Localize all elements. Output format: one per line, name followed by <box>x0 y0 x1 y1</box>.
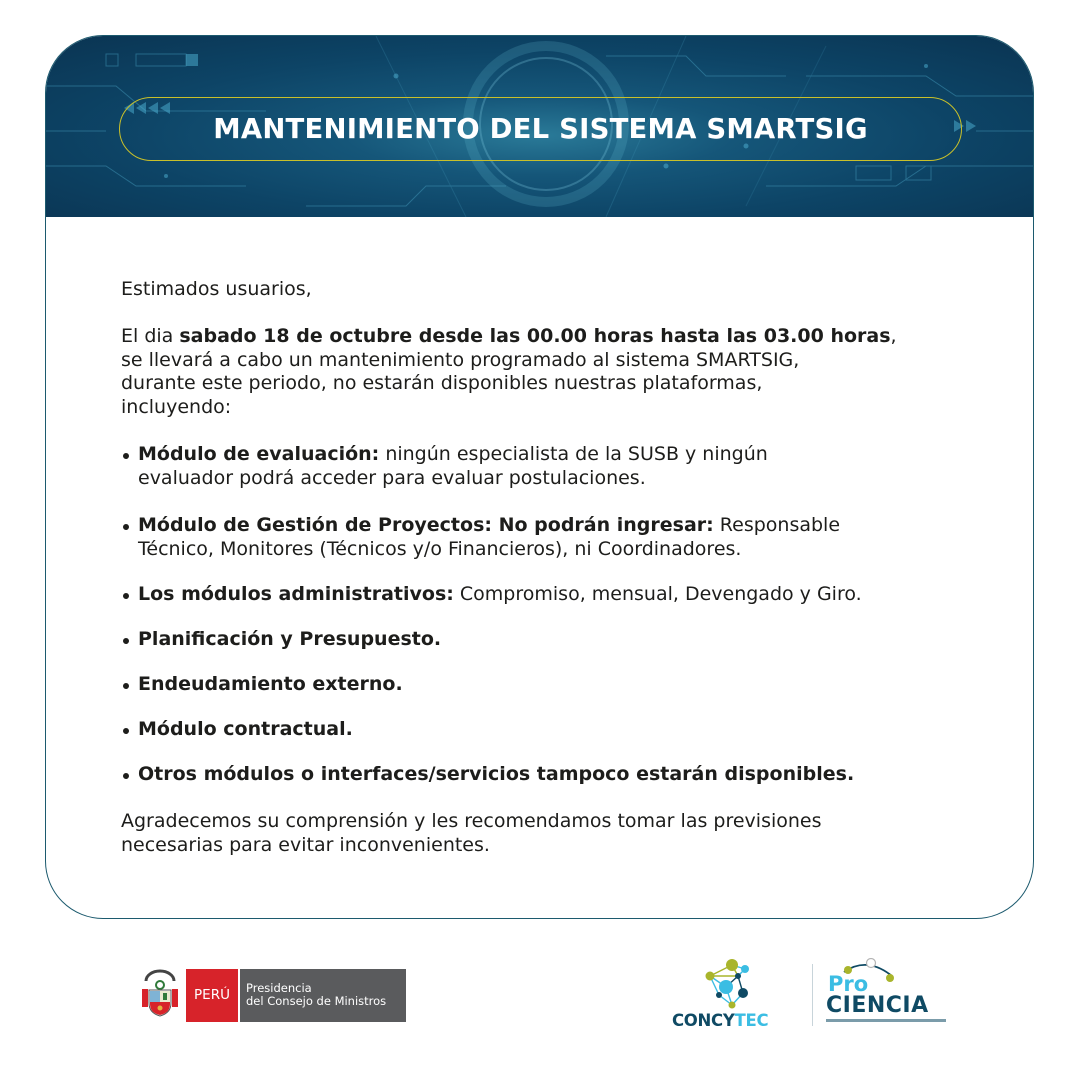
item-title: Módulo contractual. <box>138 717 353 740</box>
pcm-label <box>240 969 406 1022</box>
pcm-line-1: Presidencia <box>246 981 312 995</box>
list-item <box>121 763 981 787</box>
peru-coat-of-arms-icon <box>140 969 180 1021</box>
title-pill <box>119 97 962 161</box>
concytec-logo <box>670 955 800 1035</box>
intro-paragraph <box>121 325 981 419</box>
intro-line-4: incluyendo: <box>121 395 232 418</box>
list-item <box>121 628 981 652</box>
item-text: Compromiso, mensual, Devengado y Giro. <box>453 582 862 605</box>
greeting: Estimados usuarios, <box>121 278 312 300</box>
prociencia-pro: Pro <box>828 972 869 996</box>
item-title: Módulo de evaluación: <box>138 443 380 466</box>
list-item <box>121 583 981 607</box>
intro-schedule: sabado 18 de octubre desde las 00.00 horas hasta las 03.00 horas <box>179 325 891 348</box>
list-item <box>121 514 981 561</box>
affected-modules-list <box>121 443 981 786</box>
item-text-line-2: evaluador podrá acceder para evaluar postulaciones. <box>138 466 646 489</box>
closing-line-1: Agradecemos su comprensión y les recomendamos tomar las previsiones <box>121 810 822 833</box>
list-item <box>121 718 981 742</box>
prociencia-logo <box>822 958 952 1030</box>
notice-body <box>121 278 981 857</box>
intro-prefix: El dia <box>121 325 180 348</box>
intro-suffix: , <box>890 325 897 348</box>
peru-label: PERÚ <box>186 969 238 1022</box>
item-text-line-2: Técnico, Monitores (Técnicos y/o Financieros), ni Coordinadores. <box>138 537 742 560</box>
intro-line-2: se llevará a cabo un mantenimiento programado al sistema SMARTSIG, <box>121 348 800 371</box>
item-title: Endeudamiento externo. <box>138 672 403 695</box>
prociencia-ciencia: CIENCIA <box>826 993 929 1018</box>
item-text: Responsable <box>713 513 841 536</box>
list-item <box>121 673 981 697</box>
list-item <box>121 443 981 490</box>
item-text: ningún especialista de la SUSB y ningún <box>379 443 768 466</box>
header-banner <box>46 36 1033 217</box>
item-title: Planificación y Presupuesto. <box>138 627 442 650</box>
logo-divider <box>812 964 813 1026</box>
item-title: Otros módulos o interfaces/servicios tampoco estarán disponibles. <box>138 763 855 785</box>
page-title: MANTENIMIENTO DEL SISTEMA SMARTSIG <box>213 113 868 145</box>
pcm-line-2: del Consejo de Ministros <box>246 994 387 1008</box>
concytec-network-icon <box>670 955 800 1011</box>
item-title: Módulo de Gestión de Proyectos: No podrán ingresar: <box>138 513 714 536</box>
prociencia-subtitle-mark <box>826 1019 946 1022</box>
concytec-wordmark: CONCYTEC <box>672 1011 769 1030</box>
intro-line-3: durante este periodo, no estarán disponibles nuestras plataformas, <box>121 372 763 395</box>
closing-line-2: necesarias para evitar inconvenientes. <box>121 833 490 856</box>
item-title: Los módulos administrativos: <box>138 582 454 605</box>
pcm-logo <box>140 966 406 1024</box>
